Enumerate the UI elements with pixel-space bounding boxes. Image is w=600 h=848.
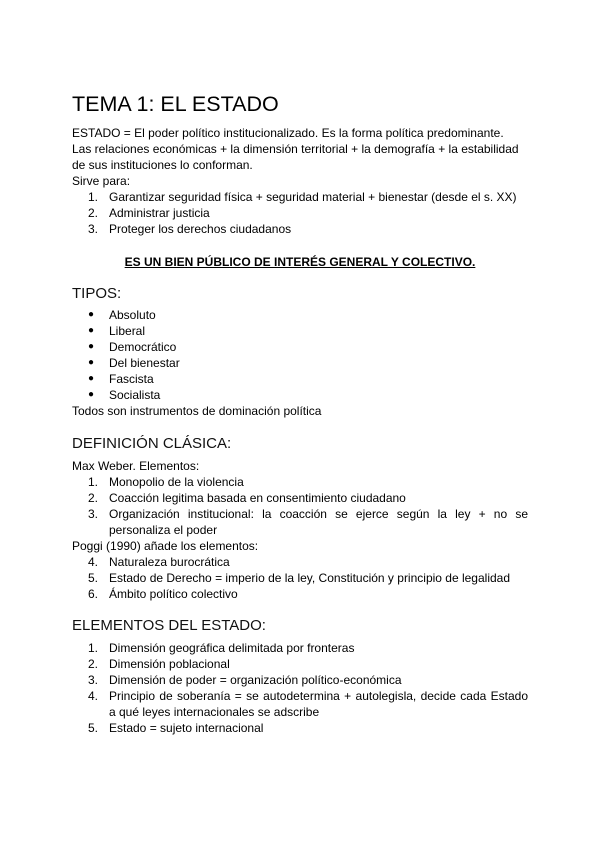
emphasis-statement: ES UN BIEN PÚBLICO DE INTERÉS GENERAL Y COLECTIVO. <box>124 255 476 269</box>
list-number: 3. <box>87 507 98 521</box>
list-number: 2. <box>87 491 98 505</box>
list-item-text: Fascista <box>109 372 154 386</box>
list-item-text: Absoluto <box>109 308 156 322</box>
list-item <box>72 720 528 736</box>
list-item-text: Administrar justicia <box>109 206 210 220</box>
list-item <box>72 490 528 506</box>
list-number: 1. <box>87 641 98 655</box>
list-item-text: Monopolio de la violencia <box>109 475 244 489</box>
list-item-text: Organización institucional: la coacción se ejerce según la ley + no se <box>109 507 528 521</box>
bullet-icon: ● <box>88 325 95 336</box>
bullet-icon: ● <box>88 389 95 400</box>
list-item <box>72 570 528 586</box>
list-number: 6. <box>87 587 98 601</box>
section-heading-elementos: ELEMENTOS DEL ESTADO: <box>72 617 266 634</box>
list-number: 5. <box>87 571 98 585</box>
page-title: TEMA 1: EL ESTADO <box>72 92 279 116</box>
list-item-text: Ámbito político colectivo <box>109 587 238 601</box>
list-item-text: Democrático <box>109 340 177 354</box>
intro-line: Sirve para: <box>72 174 131 188</box>
list-number: 2. <box>87 206 98 220</box>
list-item <box>72 205 528 221</box>
list-item <box>72 355 528 371</box>
list-item-text: Proteger los derechos ciudadanos <box>109 222 292 236</box>
list-item-text: Principio de soberanía = se autodetermina + autolegisla, decide cada Estado <box>109 689 528 703</box>
list-item-text: Socialista <box>109 388 161 402</box>
list-number: 3. <box>87 222 98 236</box>
list-item-text: Dimensión geográfica delimitada por fronteras <box>109 641 355 655</box>
list-item-text: Liberal <box>109 324 146 338</box>
list-item <box>72 371 528 387</box>
list-item <box>72 387 528 403</box>
list-item <box>72 656 528 672</box>
list-item-text: Dimensión poblacional <box>109 657 230 671</box>
list-number: 4. <box>87 555 98 569</box>
list-item <box>72 688 528 720</box>
list-number: 3. <box>87 673 98 687</box>
list-number: 4. <box>87 689 98 703</box>
list-item <box>72 339 528 355</box>
tipos-note: Todos son instrumentos de dominación política <box>72 404 322 418</box>
list-number: 1. <box>87 190 98 204</box>
intro-line: Las relaciones económicas + la dimensión territorial + la demografía + la estabilidad <box>72 142 519 156</box>
list-item-text-continued: a qué leyes internacionales se adscribe <box>109 705 320 719</box>
bullet-icon: ● <box>88 341 95 352</box>
elementos-section <box>72 640 528 736</box>
weber-intro: Max Weber. Elementos: <box>72 459 200 473</box>
tipos-section <box>72 307 528 419</box>
list-item <box>72 672 528 688</box>
intro-line: ESTADO = El poder político institucionalizado. Es la forma política predominante. <box>72 126 504 140</box>
list-item-text: Estado = sujeto internacional <box>109 721 264 735</box>
list-item-text: Estado de Derecho = imperio de la ley, Constitución y principio de legalidad <box>109 571 511 585</box>
section-heading-tipos: TIPOS: <box>72 285 122 302</box>
list-item-text-continued: personaliza el poder <box>109 523 218 537</box>
list-item <box>72 554 528 570</box>
bullet-icon: ● <box>88 309 95 320</box>
list-item-text: Naturaleza burocrática <box>109 555 230 569</box>
list-item-text: Dimensión de poder = organización político-económica <box>109 673 402 687</box>
list-item <box>72 323 528 339</box>
list-number: 2. <box>87 657 98 671</box>
list-item <box>72 474 528 490</box>
section-heading-definicion: DEFINICIÓN CLÁSICA: <box>72 435 232 452</box>
list-number: 5. <box>87 721 98 735</box>
list-item <box>72 189 528 205</box>
definicion-section <box>72 458 528 602</box>
list-number: 1. <box>87 475 98 489</box>
list-item-text: Coacción legitima basada en consentimiento ciudadano <box>109 491 406 505</box>
poggi-intro: Poggi (1990) añade los elementos: <box>72 539 259 553</box>
list-item <box>72 586 528 602</box>
bullet-icon: ● <box>88 357 95 368</box>
list-item-text: Garantizar seguridad física + seguridad material + bienestar (desde el s. XX) <box>109 190 517 204</box>
list-item-text: Del bienestar <box>109 356 180 370</box>
bullet-icon: ● <box>88 373 95 384</box>
list-item <box>72 307 528 323</box>
intro-section <box>72 125 528 237</box>
list-item <box>72 221 528 237</box>
list-item <box>72 640 528 656</box>
list-item <box>72 506 528 538</box>
intro-line: de sus instituciones lo conforman. <box>72 158 253 172</box>
